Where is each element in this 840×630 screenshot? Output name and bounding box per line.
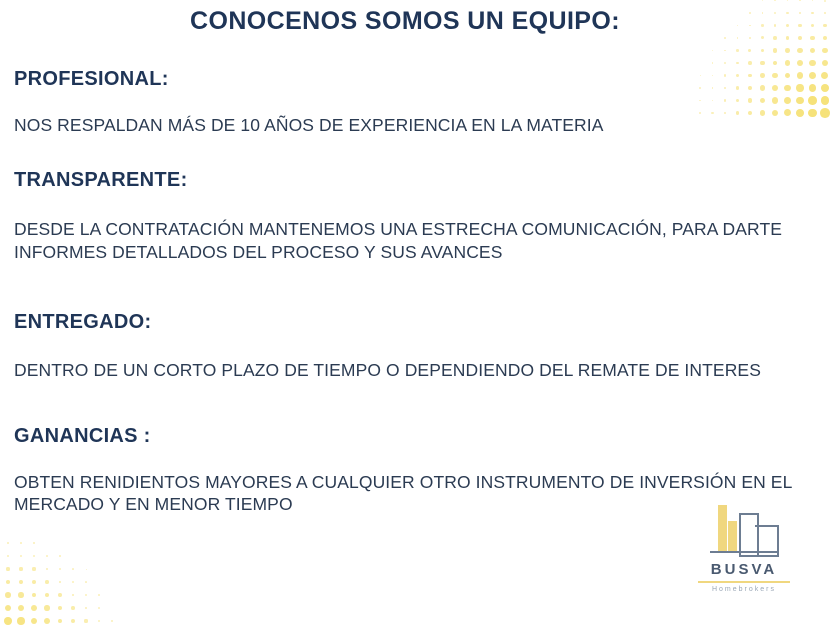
section-body: DESDE LA CONTRATACIÓN MANTENEMOS UNA ESTRECHA COMUNICACIÓN, PARA DARTE INFORMES DETALLADOS DEL PROCESO Y SUS AVANCES <box>14 219 783 262</box>
section-profesional <box>0 68 840 137</box>
logo-name: BUSVA <box>710 561 778 578</box>
section-body: NOS RESPALDAN MÁS DE 10 AÑOS DE EXPERIENCIA EN LA MATERIA <box>14 114 604 135</box>
section-body: OBTEN RENIDIENTOS MAYORES A CUALQUIER OTRO INSTRUMENTO DE INVERSIÓN EN EL MERCADO Y EN MENOR TIEMPO <box>14 471 792 515</box>
section-heading: GANANCIAS : <box>14 424 151 447</box>
logo-tagline: Homebrokers <box>711 586 776 593</box>
section-transparente <box>0 169 840 264</box>
logo <box>684 499 804 594</box>
section-body: DENTRO DE UN CORTO PLAZO DE TIEMPO O DEPENDIENDO DEL REMATE DE INTERES <box>14 359 761 380</box>
section-entregado <box>0 311 840 382</box>
section-heading: ENTREGADO: <box>14 310 152 333</box>
section-heading: TRANSPARENTE: <box>14 169 188 192</box>
building-icon <box>684 499 804 557</box>
section-heading: PROFESIONAL: <box>14 67 169 90</box>
logo-divider <box>698 581 790 583</box>
page-title: CONOCENOS SOMOS UN EQUIPO: <box>190 7 620 35</box>
